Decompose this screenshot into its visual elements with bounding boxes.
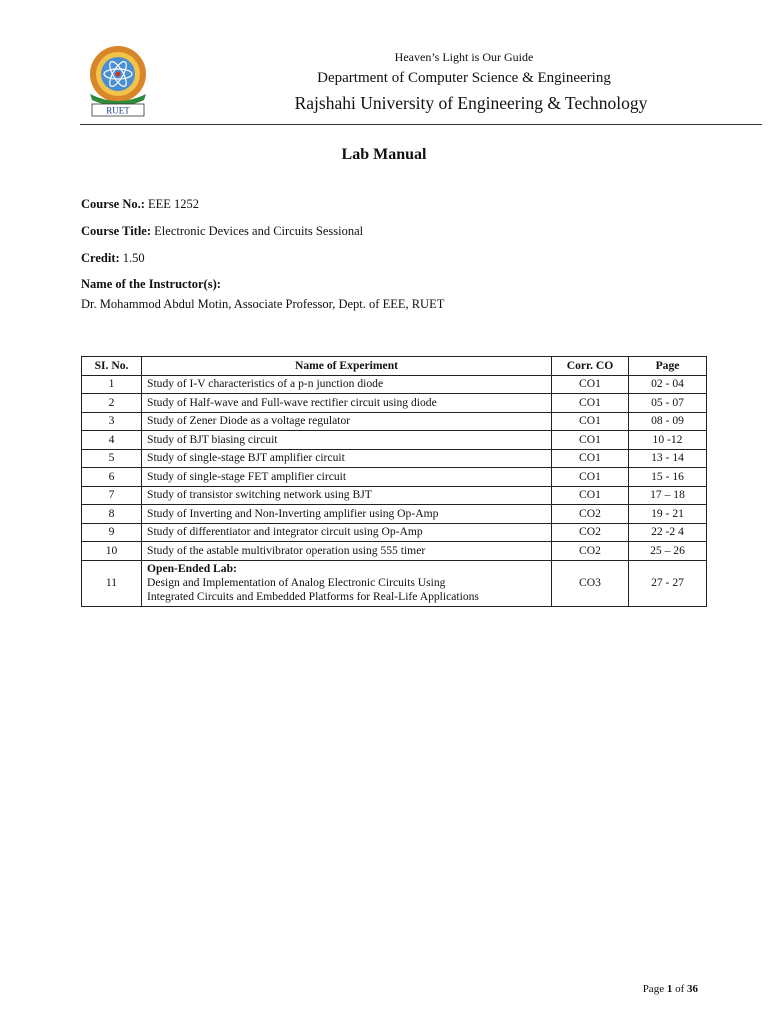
row-no: 10 bbox=[82, 542, 142, 561]
header-corr-co: Corr. CO bbox=[552, 357, 629, 376]
university-motto: Heaven’s Light is Our Guide bbox=[394, 50, 534, 64]
page-of: of bbox=[675, 983, 685, 995]
experiment-table bbox=[81, 356, 707, 607]
row-co: CO2 bbox=[552, 505, 629, 524]
instructor-name: Dr. Mohammod Abdul Motin, Associate Professor, Dept. of EEE, RUET bbox=[81, 297, 445, 311]
course-no bbox=[81, 197, 199, 212]
page-title: Lab Manual bbox=[341, 146, 427, 163]
table-row bbox=[82, 505, 707, 524]
table-row bbox=[82, 523, 707, 542]
row-page: 25 – 26 bbox=[629, 542, 707, 561]
row-page: 05 - 07 bbox=[629, 394, 707, 413]
row-page: 22 -2 4 bbox=[629, 523, 707, 542]
row-experiment bbox=[142, 560, 552, 606]
page-label: Page bbox=[642, 983, 665, 995]
table-row bbox=[82, 449, 707, 468]
row-no: 3 bbox=[82, 412, 142, 431]
department-name: Department of Computer Science & Engineering bbox=[317, 70, 611, 86]
page-footer bbox=[643, 983, 698, 995]
table-row bbox=[82, 468, 707, 487]
open-ended-line-1: Design and Implementation of Analog Electronic Circuits Using bbox=[147, 575, 446, 589]
course-title-label: Course Title: bbox=[81, 224, 152, 238]
row-co: CO1 bbox=[552, 468, 629, 487]
row-experiment: Study of single-stage BJT amplifier circuit bbox=[142, 449, 552, 468]
table-header-row bbox=[82, 357, 707, 376]
ruet-logo bbox=[80, 44, 156, 120]
row-experiment: Study of Inverting and Non-Inverting amplifier using Op-Amp bbox=[142, 505, 552, 524]
table-row bbox=[82, 375, 707, 394]
table-row bbox=[82, 542, 707, 561]
table-row bbox=[82, 394, 707, 413]
course-credit bbox=[81, 251, 145, 266]
document-header bbox=[160, 50, 748, 114]
row-no: 8 bbox=[82, 505, 142, 524]
row-no: 4 bbox=[82, 431, 142, 450]
row-page: 02 - 04 bbox=[629, 375, 707, 394]
table-row-open-ended bbox=[82, 560, 707, 606]
table-row bbox=[82, 486, 707, 505]
open-ended-line-2: Integrated Circuits and Embedded Platforms for Real-Life Applications bbox=[147, 589, 479, 603]
header-divider bbox=[80, 124, 762, 125]
logo-text: RUET bbox=[106, 105, 130, 116]
row-co: CO2 bbox=[552, 542, 629, 561]
row-page: 19 - 21 bbox=[629, 505, 707, 524]
page-number: 1 bbox=[666, 983, 673, 995]
course-title-value: Electronic Devices and Circuits Sessional bbox=[154, 224, 364, 238]
university-name: Rajshahi University of Engineering & Technology bbox=[294, 93, 648, 113]
row-experiment: Study of transistor switching network using BJT bbox=[142, 486, 552, 505]
course-no-value: EEE 1252 bbox=[148, 197, 200, 211]
row-experiment: Study of I-V characteristics of a p-n junction diode bbox=[142, 375, 552, 394]
table-row bbox=[82, 431, 707, 450]
row-co: CO1 bbox=[552, 431, 629, 450]
row-co: CO2 bbox=[552, 523, 629, 542]
row-co: CO1 bbox=[552, 394, 629, 413]
course-title bbox=[81, 224, 363, 239]
row-co: CO1 bbox=[552, 449, 629, 468]
open-ended-heading: Open-Ended Lab: bbox=[147, 561, 237, 575]
row-page: 17 – 18 bbox=[629, 486, 707, 505]
row-experiment: Study of differentiator and integrator circuit using Op-Amp bbox=[142, 523, 552, 542]
row-co: CO1 bbox=[552, 412, 629, 431]
row-page: 08 - 09 bbox=[629, 412, 707, 431]
row-no: 9 bbox=[82, 523, 142, 542]
page-total: 36 bbox=[687, 983, 698, 995]
row-no: 1 bbox=[82, 375, 142, 394]
row-experiment: Study of Half-wave and Full-wave rectifier circuit using diode bbox=[142, 394, 552, 413]
row-page: 13 - 14 bbox=[629, 449, 707, 468]
row-experiment: Study of Zener Diode as a voltage regulator bbox=[142, 412, 552, 431]
instructor-heading bbox=[81, 277, 221, 292]
row-co: CO1 bbox=[552, 375, 629, 394]
row-co: CO3 bbox=[552, 560, 629, 606]
row-co: CO1 bbox=[552, 486, 629, 505]
header-experiment-name: Name of Experiment bbox=[142, 357, 552, 376]
instructor-label: Name of the Instructor(s): bbox=[81, 277, 221, 291]
row-experiment: Study of BJT biasing circuit bbox=[142, 431, 552, 450]
credit-value: 1.50 bbox=[122, 251, 145, 265]
row-experiment: Study of the astable multivibrator operation using 555 timer bbox=[142, 542, 552, 561]
row-experiment: Study of single-stage FET amplifier circuit bbox=[142, 468, 552, 487]
course-no-label: Course No.: bbox=[81, 197, 145, 211]
row-no: 5 bbox=[82, 449, 142, 468]
row-page: 27 - 27 bbox=[629, 560, 707, 606]
header-sl-no: SI. No. bbox=[82, 357, 142, 376]
header-page: Page bbox=[629, 357, 707, 376]
credit-label: Credit: bbox=[81, 251, 120, 265]
ruet-emblem-icon bbox=[80, 44, 156, 120]
table-row bbox=[82, 412, 707, 431]
row-page: 10 -12 bbox=[629, 431, 707, 450]
row-no: 7 bbox=[82, 486, 142, 505]
row-no: 2 bbox=[82, 394, 142, 413]
row-page: 15 - 16 bbox=[629, 468, 707, 487]
row-no: 6 bbox=[82, 468, 142, 487]
row-no: 11 bbox=[82, 560, 142, 606]
